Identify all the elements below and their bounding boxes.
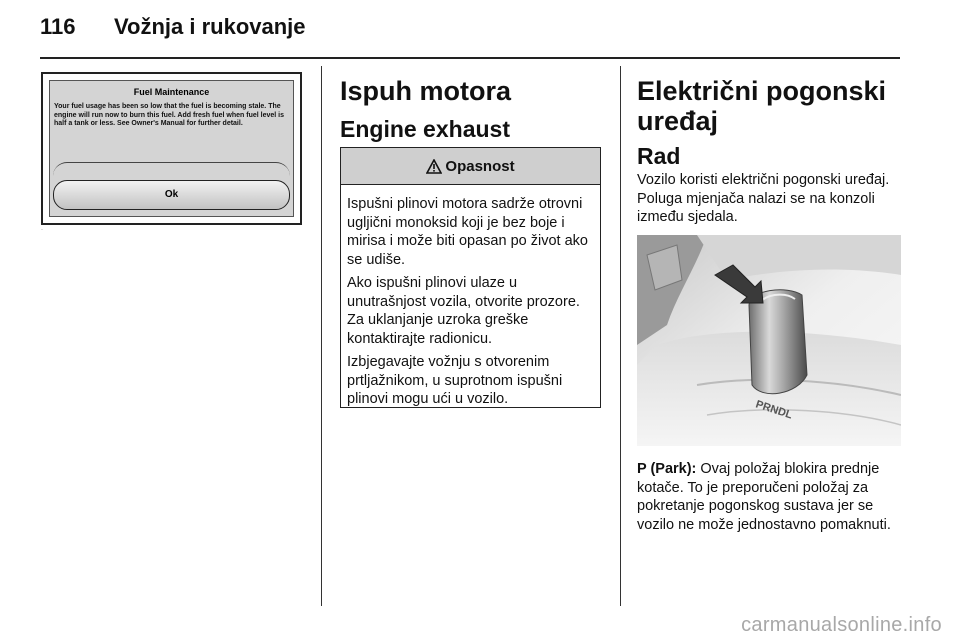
park-paragraph xyxy=(637,460,907,534)
warning-paragraph: Ispušni plinovi motora sadrže otrovni ugljični monoksid koji je bez boje i mirisa i može biti opasan po život ako se udiše. xyxy=(347,196,588,268)
heading-elektricni-line2: uređaj xyxy=(637,106,719,136)
park-description: Ovaj položaj blokira prednje kotače. To je preporučeni položaj za pokretanje pogonskog sustava jer se vozilo ne može jednostavno pomaknuti. xyxy=(637,461,891,533)
header-rule xyxy=(40,57,900,59)
section-title: Vožnja i rukovanje xyxy=(114,14,306,39)
column-divider xyxy=(321,66,322,606)
intro-paragraph: Vozilo koristi električni pogonski uređaj. Poluga mjenjača nalazi se na konzoli između sjedala. xyxy=(637,172,890,225)
warning-paragraph: Izbjegavajte vožnju s otvorenim prtljažnikom, u suprotnom ispušni plinovi mogu ući u vozilo. xyxy=(347,354,563,407)
fuel-maintenance-screen-illustration xyxy=(41,72,302,225)
column-divider xyxy=(620,66,621,606)
screen-message: Your fuel usage has been so low that the fuel is becoming stale. The engine will run now to burn this fuel. Add fresh fuel when fuel level is half a tank or less. See Owner's Manual for further detail. xyxy=(54,103,284,128)
prndl-label: PRNDL xyxy=(754,398,794,422)
page-header xyxy=(40,14,306,42)
subheading-rad: Rad xyxy=(637,143,681,169)
screen-divider xyxy=(53,162,290,176)
illustration-mark: · xyxy=(41,227,43,233)
gear-shifter-photo xyxy=(637,235,901,446)
subheading-engine-exhaust: Engine exhaust xyxy=(340,116,510,142)
danger-warning-box xyxy=(340,147,601,408)
warning-title: Opasnost xyxy=(445,157,515,175)
warning-body xyxy=(341,185,600,409)
warning-triangle-icon xyxy=(426,159,442,174)
warning-header xyxy=(341,148,600,185)
warning-paragraph: Ako ispušni plinovi ulaze u unutrašnjost vozila, otvorite prozore. Za uklanjanje uzroka greške kontaktirajte radionicu. xyxy=(347,275,580,347)
screen-title: Fuel Maintenance xyxy=(133,87,210,97)
heading-elektricni-line1: Električni pogonski xyxy=(637,76,887,106)
park-label: P (Park): xyxy=(637,461,697,477)
page-number: 116 xyxy=(40,14,76,39)
heading-ispuh-motora: Ispuh motora xyxy=(340,76,512,106)
screen-display xyxy=(49,80,294,217)
ok-button[interactable]: Ok xyxy=(53,180,290,210)
watermark: carmanualsonline.info xyxy=(741,614,942,636)
gear-shifter-illustration xyxy=(637,235,901,446)
